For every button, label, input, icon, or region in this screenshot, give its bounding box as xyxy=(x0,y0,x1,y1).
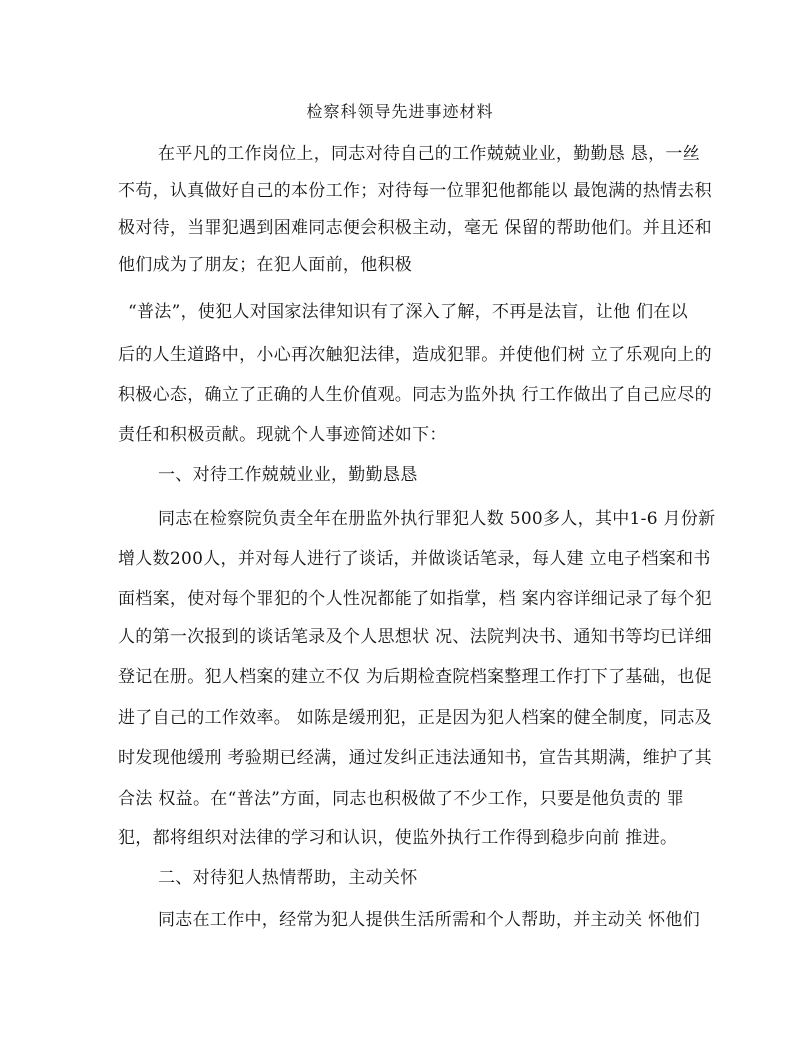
paragraph-line: 责任和积极贡献。现就个人事迹简述如下： xyxy=(118,425,447,445)
paragraph-line: 后的人生道路中，小心再次触犯法律，造成犯罪。并使他们树 立了乐观向上的 xyxy=(118,345,712,365)
paragraph-line: 进了自己的工作效率。 如陈是缓刑犯，正是因为犯人档案的健全制度，同志及 xyxy=(118,708,712,728)
paragraph-line: 人的第一次报到的谈话笔录及个人思想状 况、法院判决书、通知书等均已详细 xyxy=(118,627,712,647)
paragraph-line: 犯，都将组织对法律的学习和认识，使监外执行工作得到稳步向前 推进。 xyxy=(118,828,678,848)
paragraph-line: 面档案，使对每个罪犯的个人性况都能了如指掌，档 案内容详细记录了每个犯 xyxy=(118,589,712,609)
paragraph-line: 登记在册。犯人档案的建立不仅 为后期检查院档案整理工作打下了基础，也促 xyxy=(118,667,712,687)
section-heading: 一、对待工作兢兢业业，勤勤恳恳 xyxy=(158,465,418,485)
paragraph-line: “普法”，使犯人对国家法律知识有了深入了解，不再是法盲，让他 们在以 xyxy=(128,302,688,322)
paragraph-line: 极对待，当罪犯遇到困难同志便会积极主动，毫无 保留的帮助他们。并且还和 xyxy=(118,218,712,238)
paragraph-line: 同志在检察院负责全年在册监外执行罪犯人数 500多人，其中1-6 月份新 xyxy=(158,509,716,529)
paragraph-line: 积极心态，确立了正确的人生价值观。同志为监外执 行工作做出了自己应尽的 xyxy=(118,385,712,405)
paragraph-line: 增人数200人，并对每人进行了谈话，并做谈话笔录，每人建 立电子档案和书 xyxy=(118,549,711,569)
paragraph-line: 时发现他缓刑 考验期已经满，通过发纠正违法通知书，宣告其期满，维护了其 xyxy=(118,748,712,768)
paragraph-line: 同志在工作中，经常为犯人提供生活所需和个人帮助，并主动关 怀他们 xyxy=(158,910,701,930)
paragraph-line: 在平凡的工作岗位上，同志对待自己的工作兢兢业业，勤勤恳 恳，一丝 xyxy=(158,144,701,164)
section-heading: 二、对待犯人热情帮助，主动关怀 xyxy=(158,868,418,888)
paragraph-line: 合法 权益。在“普法”方面，同志也积极做了不少工作，只要是他负责的 罪 xyxy=(118,789,684,809)
document-title: 检察科领导先进事迹材料 xyxy=(306,102,494,121)
paragraph-line: 不苟，认真做好自己的本份工作；对待每一位罪犯他都能以 最饱满的热情去积 xyxy=(118,181,712,201)
paragraph-line: 他们成为了朋友；在犯人面前，他积极 xyxy=(118,255,413,275)
